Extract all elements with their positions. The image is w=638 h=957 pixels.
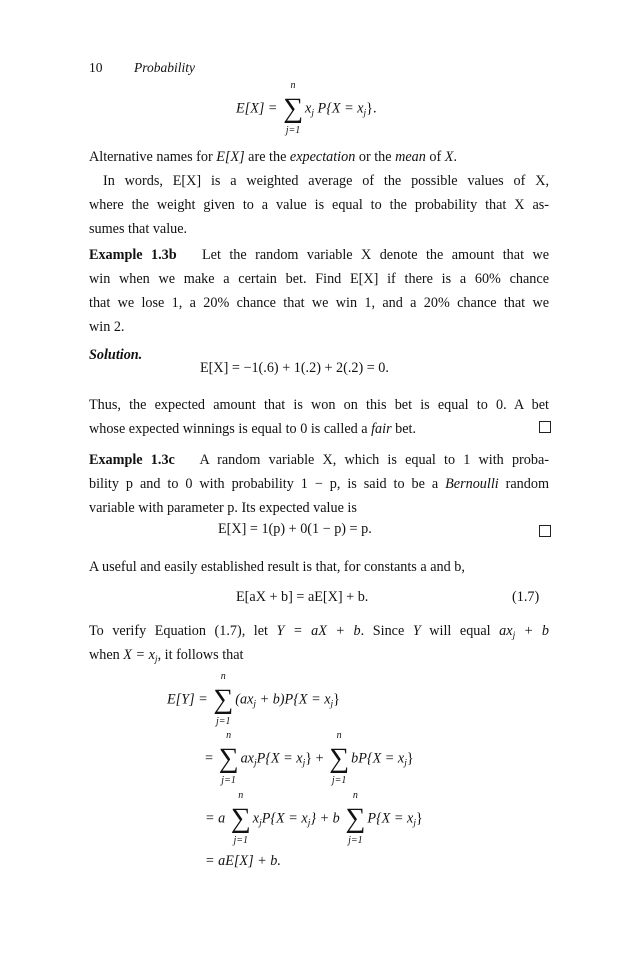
example-1-3b: Example 1.3b Let the random variable X denote the amount that we win when we make a certain bet. Find E[X] if there is a 60% chance that we lose 1, a 20% chance that we win 1, and a 20% chance that we win 2. xyxy=(89,247,550,335)
summation-symbol: n ∑ j=1 xyxy=(329,730,350,786)
paragraph-in-words-line1: In words, E[X] is a weighted average of the possible values of X, xyxy=(103,173,549,189)
example-label: Example 1.3c xyxy=(89,452,175,468)
solution-label: Solution. xyxy=(89,347,143,363)
paragraph-alternative-names: Alternative names for E[X] are the expectation or the mean of X. In words, E[X] is a weighted average of the possible values of X, where the weight given to a value is equal to the probability that X as- sumes that value. xyxy=(89,145,549,241)
derivation-row-4: = aE[X] + b. xyxy=(205,853,281,869)
paragraph-useful-result: A useful and easily established result is that, for constants a and b, xyxy=(89,559,465,575)
summation-symbol: n ∑ j=1 xyxy=(345,790,366,846)
summation-symbol: n ∑ j=1 xyxy=(218,730,239,786)
paragraph-verify: To verify Equation (1.7), let Y = aX + b. Since Y will equal $ax_j + b$ when $X = x_j$, it follows that xyxy=(89,623,549,665)
eq-lhs: E[X] = xyxy=(236,100,282,117)
equation-number: (1.7) xyxy=(512,589,540,605)
running-title: Probability xyxy=(134,60,195,75)
paragraph-in-words-line2: where the weight given to a value is equal to the probability that X as- xyxy=(89,197,549,213)
solution-equation: E[X] = −1(.6) + 1(.2) + 2(.2) = 0. xyxy=(200,360,389,376)
derivation-row-3: = a n ∑ j=1 $x_jP\{X = x_j\} + b$ n ∑ j=1 $P\{X = x_j\}$ xyxy=(205,790,423,846)
paragraph-fair-bet: Thus, the expected amount that is won on this bet is equal to 0. A bet whose expected winnings is equal to 0 is called a fair bet. xyxy=(89,397,549,437)
summation-symbol: n ∑ j=1 xyxy=(213,671,234,727)
derivation-row-2: = n ∑ j=1 $ax_jP\{X = x_j\}$ + n ∑ j=1 $bP\{X = x_j\}$ xyxy=(205,730,414,786)
qed-box xyxy=(539,525,551,537)
summation-symbol: n ∑ j=1 xyxy=(230,790,251,846)
expectation-definition-equation: E[X] = n ∑ j=1 $x_j$ $P\{X = x_j\}$. xyxy=(236,80,377,136)
qed-box xyxy=(539,421,551,433)
page-number: 10 xyxy=(89,60,103,75)
example-label: Example 1.3b xyxy=(89,247,177,263)
derivation-row-1: E[Y] = n ∑ j=1 $(ax_j + b)P\{X = x_j\}$ xyxy=(167,671,340,727)
paragraph-in-words-line3: sumes that value. xyxy=(89,221,188,237)
example-1-3c: Example 1.3c A random variable X, which is equal to 1 with proba- bility p and to 0 with probability 1 − p, is said to be a Bernoulli random variable with parameter p. Its expected value is xyxy=(89,452,550,516)
summation-symbol: n ∑ j=1 xyxy=(283,80,304,136)
bernoulli-expectation-equation: E[X] = 1(p) + 0(1 − p) = p. xyxy=(218,521,372,537)
equation-1-7: E[aX + b] = aE[X] + b. xyxy=(236,589,369,605)
